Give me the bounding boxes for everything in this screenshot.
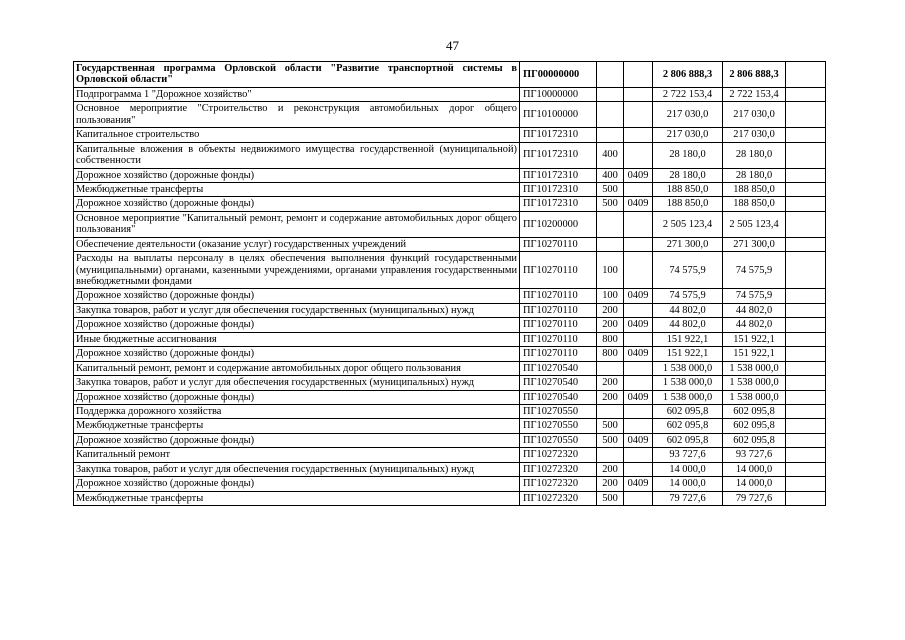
row-sum-1-cell: 602 095,8: [653, 433, 723, 447]
row-name-cell: Капитальное строительство: [74, 128, 520, 142]
row-sum-1-cell: 28 180,0: [653, 168, 723, 182]
row-code-cell: ПГ10270110: [520, 237, 597, 251]
row-code-cell: ПГ10270550: [520, 433, 597, 447]
row-section-cell: [624, 491, 653, 505]
table-row: [74, 462, 826, 476]
row-sum-1-cell: 1 538 000,0: [653, 376, 723, 390]
row-extra-cell: [786, 62, 826, 88]
row-sum-2-cell: 28 180,0: [723, 168, 786, 182]
row-name-cell: Закупка товаров, работ и услуг для обеспечения государственных (муниципальных) нужд: [74, 376, 520, 390]
row-sum-1-cell: 271 300,0: [653, 237, 723, 251]
row-expense-type-cell: 200: [597, 376, 624, 390]
row-expense-type-cell: 200: [597, 477, 624, 491]
row-extra-cell: [786, 211, 826, 237]
row-name-cell: Межбюджетные трансферты: [74, 491, 520, 505]
row-sum-1-cell: 14 000,0: [653, 477, 723, 491]
row-section-cell: [624, 142, 653, 168]
table-row: [74, 237, 826, 251]
row-code-cell: ПГ10172310: [520, 128, 597, 142]
row-sum-2-cell: 2 806 888,3: [723, 62, 786, 88]
row-expense-type-cell: 200: [597, 390, 624, 404]
table-row: [74, 182, 826, 196]
row-section-cell: [624, 404, 653, 418]
row-sum-2-cell: 217 030,0: [723, 128, 786, 142]
table-row: [74, 142, 826, 168]
table-row: [74, 197, 826, 211]
row-code-cell: ПГ10270110: [520, 332, 597, 346]
row-name-cell: Закупка товаров, работ и услуг для обеспечения государственных (муниципальных) нужд: [74, 303, 520, 317]
row-section-cell: [624, 376, 653, 390]
row-name-cell: Закупка товаров, работ и услуг для обеспечения государственных (муниципальных) нужд: [74, 462, 520, 476]
row-sum-2-cell: 74 575,9: [723, 252, 786, 289]
row-extra-cell: [786, 87, 826, 101]
row-name-cell: Государственная программа Орловской области "Развитие транспортной системы в Орловской области": [74, 62, 520, 88]
row-extra-cell: [786, 376, 826, 390]
table-row: [74, 491, 826, 505]
row-section-cell: [624, 182, 653, 196]
row-extra-cell: [786, 318, 826, 332]
row-name-cell: Межбюджетные трансферты: [74, 182, 520, 196]
row-code-cell: ПГ10100000: [520, 102, 597, 128]
row-code-cell: ПГ10172310: [520, 142, 597, 168]
row-section-cell: [624, 128, 653, 142]
row-code-cell: ПГ10270110: [520, 347, 597, 361]
row-sum-1-cell: 44 802,0: [653, 303, 723, 317]
row-expense-type-cell: 500: [597, 491, 624, 505]
table-row: [74, 448, 826, 462]
row-name-cell: Основное мероприятие "Строительство и реконструкция автомобильных дорог общего пользования": [74, 102, 520, 128]
row-extra-cell: [786, 289, 826, 303]
row-sum-1-cell: 188 850,0: [653, 182, 723, 196]
budget-table: [73, 61, 826, 506]
row-code-cell: ПГ10272320: [520, 477, 597, 491]
row-expense-type-cell: [597, 237, 624, 251]
row-name-cell: Капитальный ремонт, ремонт и содержание автомобильных дорог общего пользования: [74, 361, 520, 375]
row-name-cell: Капитальный ремонт: [74, 448, 520, 462]
row-section-cell: 0409: [624, 289, 653, 303]
row-name-cell: Дорожное хозяйство (дорожные фонды): [74, 433, 520, 447]
row-sum-2-cell: 602 095,8: [723, 419, 786, 433]
row-section-cell: [624, 303, 653, 317]
row-code-cell: ПГ10270540: [520, 376, 597, 390]
row-code-cell: ПГ10200000: [520, 211, 597, 237]
row-sum-1-cell: 2 806 888,3: [653, 62, 723, 88]
row-expense-type-cell: 400: [597, 142, 624, 168]
row-name-cell: Подпрограмма 1 "Дорожное хозяйство": [74, 87, 520, 101]
row-code-cell: ПГ10272320: [520, 462, 597, 476]
row-sum-1-cell: 602 095,8: [653, 404, 723, 418]
row-name-cell: Дорожное хозяйство (дорожные фонды): [74, 168, 520, 182]
row-sum-1-cell: 602 095,8: [653, 419, 723, 433]
row-expense-type-cell: [597, 128, 624, 142]
row-section-cell: 0409: [624, 433, 653, 447]
row-sum-2-cell: 1 538 000,0: [723, 361, 786, 375]
row-sum-1-cell: 44 802,0: [653, 318, 723, 332]
table-row: [74, 168, 826, 182]
row-section-cell: 0409: [624, 347, 653, 361]
row-extra-cell: [786, 182, 826, 196]
row-code-cell: ПГ00000000: [520, 62, 597, 88]
row-sum-2-cell: 271 300,0: [723, 237, 786, 251]
table-row: [74, 477, 826, 491]
row-section-cell: [624, 211, 653, 237]
row-extra-cell: [786, 491, 826, 505]
row-extra-cell: [786, 102, 826, 128]
row-extra-cell: [786, 142, 826, 168]
row-sum-1-cell: 188 850,0: [653, 197, 723, 211]
row-expense-type-cell: 200: [597, 318, 624, 332]
row-extra-cell: [786, 448, 826, 462]
table-row: [74, 390, 826, 404]
row-section-cell: [624, 102, 653, 128]
table-row: [74, 303, 826, 317]
row-sum-2-cell: 14 000,0: [723, 462, 786, 476]
table-row: [74, 211, 826, 237]
table-row: [74, 87, 826, 101]
row-sum-2-cell: 217 030,0: [723, 102, 786, 128]
table-row: [74, 376, 826, 390]
row-name-cell: Поддержка дорожного хозяйства: [74, 404, 520, 418]
row-code-cell: ПГ10270540: [520, 390, 597, 404]
row-sum-2-cell: 74 575,9: [723, 289, 786, 303]
row-sum-1-cell: 74 575,9: [653, 252, 723, 289]
row-extra-cell: [786, 361, 826, 375]
row-name-cell: Дорожное хозяйство (дорожные фонды): [74, 197, 520, 211]
row-expense-type-cell: 100: [597, 289, 624, 303]
row-expense-type-cell: 800: [597, 332, 624, 346]
row-expense-type-cell: 500: [597, 182, 624, 196]
row-expense-type-cell: 500: [597, 419, 624, 433]
row-expense-type-cell: 200: [597, 462, 624, 476]
table-row: [74, 289, 826, 303]
row-code-cell: ПГ10172310: [520, 182, 597, 196]
row-sum-2-cell: 79 727,6: [723, 491, 786, 505]
row-name-cell: Расходы на выплаты персоналу в целях обеспечения выполнения функций государственными (муниципальными) органами, казенными учреждениями, органами управления государственными внебюджетными фондами: [74, 252, 520, 289]
table-row: [74, 102, 826, 128]
row-extra-cell: [786, 303, 826, 317]
row-code-cell: ПГ10270110: [520, 303, 597, 317]
row-section-cell: 0409: [624, 477, 653, 491]
row-sum-1-cell: 1 538 000,0: [653, 390, 723, 404]
row-code-cell: ПГ10270110: [520, 289, 597, 303]
row-expense-type-cell: 500: [597, 197, 624, 211]
row-sum-1-cell: 1 538 000,0: [653, 361, 723, 375]
row-sum-2-cell: 14 000,0: [723, 477, 786, 491]
row-name-cell: Дорожное хозяйство (дорожные фонды): [74, 477, 520, 491]
row-expense-type-cell: [597, 102, 624, 128]
row-section-cell: [624, 252, 653, 289]
row-code-cell: ПГ10172310: [520, 197, 597, 211]
row-sum-2-cell: 188 850,0: [723, 197, 786, 211]
row-extra-cell: [786, 128, 826, 142]
row-expense-type-cell: 200: [597, 303, 624, 317]
row-section-cell: 0409: [624, 168, 653, 182]
row-sum-2-cell: 188 850,0: [723, 182, 786, 196]
row-code-cell: ПГ10172310: [520, 168, 597, 182]
row-section-cell: [624, 419, 653, 433]
row-extra-cell: [786, 197, 826, 211]
row-expense-type-cell: 500: [597, 433, 624, 447]
row-name-cell: Дорожное хозяйство (дорожные фонды): [74, 289, 520, 303]
row-section-cell: [624, 237, 653, 251]
row-section-cell: [624, 448, 653, 462]
table-row: [74, 404, 826, 418]
row-name-cell: Обеспечение деятельности (оказание услуг) государственных учреждений: [74, 237, 520, 251]
row-expense-type-cell: [597, 404, 624, 418]
row-extra-cell: [786, 433, 826, 447]
row-sum-2-cell: 2 722 153,4: [723, 87, 786, 101]
row-section-cell: 0409: [624, 318, 653, 332]
row-sum-2-cell: 1 538 000,0: [723, 390, 786, 404]
row-extra-cell: [786, 390, 826, 404]
row-section-cell: [624, 332, 653, 346]
row-sum-2-cell: 602 095,8: [723, 433, 786, 447]
row-extra-cell: [786, 168, 826, 182]
row-sum-1-cell: 14 000,0: [653, 462, 723, 476]
row-sum-2-cell: 602 095,8: [723, 404, 786, 418]
row-sum-1-cell: 79 727,6: [653, 491, 723, 505]
row-section-cell: 0409: [624, 390, 653, 404]
table-row: [74, 62, 826, 88]
row-expense-type-cell: [597, 361, 624, 375]
row-sum-1-cell: 93 727,6: [653, 448, 723, 462]
row-expense-type-cell: [597, 448, 624, 462]
row-section-cell: [624, 62, 653, 88]
row-sum-1-cell: 28 180,0: [653, 142, 723, 168]
table-row: [74, 347, 826, 361]
table-row: [74, 128, 826, 142]
row-expense-type-cell: [597, 211, 624, 237]
table-row: [74, 332, 826, 346]
row-code-cell: ПГ10000000: [520, 87, 597, 101]
row-extra-cell: [786, 237, 826, 251]
row-code-cell: ПГ10270540: [520, 361, 597, 375]
row-code-cell: ПГ10270550: [520, 404, 597, 418]
row-name-cell: Дорожное хозяйство (дорожные фонды): [74, 318, 520, 332]
row-extra-cell: [786, 419, 826, 433]
row-sum-2-cell: 93 727,6: [723, 448, 786, 462]
row-sum-2-cell: 28 180,0: [723, 142, 786, 168]
row-sum-2-cell: 44 802,0: [723, 303, 786, 317]
table-row: [74, 433, 826, 447]
row-name-cell: Основное мероприятие "Капитальный ремонт, ремонт и содержание автомобильных дорог общего пользования": [74, 211, 520, 237]
row-sum-2-cell: 44 802,0: [723, 318, 786, 332]
row-expense-type-cell: [597, 62, 624, 88]
row-sum-1-cell: 151 922,1: [653, 347, 723, 361]
row-name-cell: Межбюджетные трансферты: [74, 419, 520, 433]
budget-table-body: [74, 62, 826, 506]
row-extra-cell: [786, 347, 826, 361]
row-name-cell: Иные бюджетные ассигнования: [74, 332, 520, 346]
table-row: [74, 252, 826, 289]
row-sum-1-cell: 217 030,0: [653, 128, 723, 142]
row-expense-type-cell: 400: [597, 168, 624, 182]
row-code-cell: ПГ10272320: [520, 448, 597, 462]
row-section-cell: 0409: [624, 197, 653, 211]
row-sum-2-cell: 151 922,1: [723, 332, 786, 346]
table-row: [74, 361, 826, 375]
row-name-cell: Дорожное хозяйство (дорожные фонды): [74, 390, 520, 404]
row-code-cell: ПГ10270110: [520, 252, 597, 289]
row-extra-cell: [786, 462, 826, 476]
row-code-cell: ПГ10272320: [520, 491, 597, 505]
row-sum-1-cell: 217 030,0: [653, 102, 723, 128]
row-code-cell: ПГ10270550: [520, 419, 597, 433]
row-name-cell: Капитальные вложения в объекты недвижимого имущества государственной (муниципальной) собственности: [74, 142, 520, 168]
row-code-cell: ПГ10270110: [520, 318, 597, 332]
row-sum-1-cell: 2 505 123,4: [653, 211, 723, 237]
row-extra-cell: [786, 332, 826, 346]
row-section-cell: [624, 87, 653, 101]
row-section-cell: [624, 462, 653, 476]
row-extra-cell: [786, 404, 826, 418]
page-number: 47: [446, 38, 459, 53]
table-row: [74, 318, 826, 332]
row-sum-1-cell: 74 575,9: [653, 289, 723, 303]
row-sum-1-cell: 151 922,1: [653, 332, 723, 346]
row-extra-cell: [786, 252, 826, 289]
row-extra-cell: [786, 477, 826, 491]
row-sum-2-cell: 1 538 000,0: [723, 376, 786, 390]
row-sum-2-cell: 2 505 123,4: [723, 211, 786, 237]
row-expense-type-cell: [597, 87, 624, 101]
row-expense-type-cell: 800: [597, 347, 624, 361]
row-sum-1-cell: 2 722 153,4: [653, 87, 723, 101]
table-row: [74, 419, 826, 433]
row-sum-2-cell: 151 922,1: [723, 347, 786, 361]
row-name-cell: Дорожное хозяйство (дорожные фонды): [74, 347, 520, 361]
row-expense-type-cell: 100: [597, 252, 624, 289]
row-section-cell: [624, 361, 653, 375]
